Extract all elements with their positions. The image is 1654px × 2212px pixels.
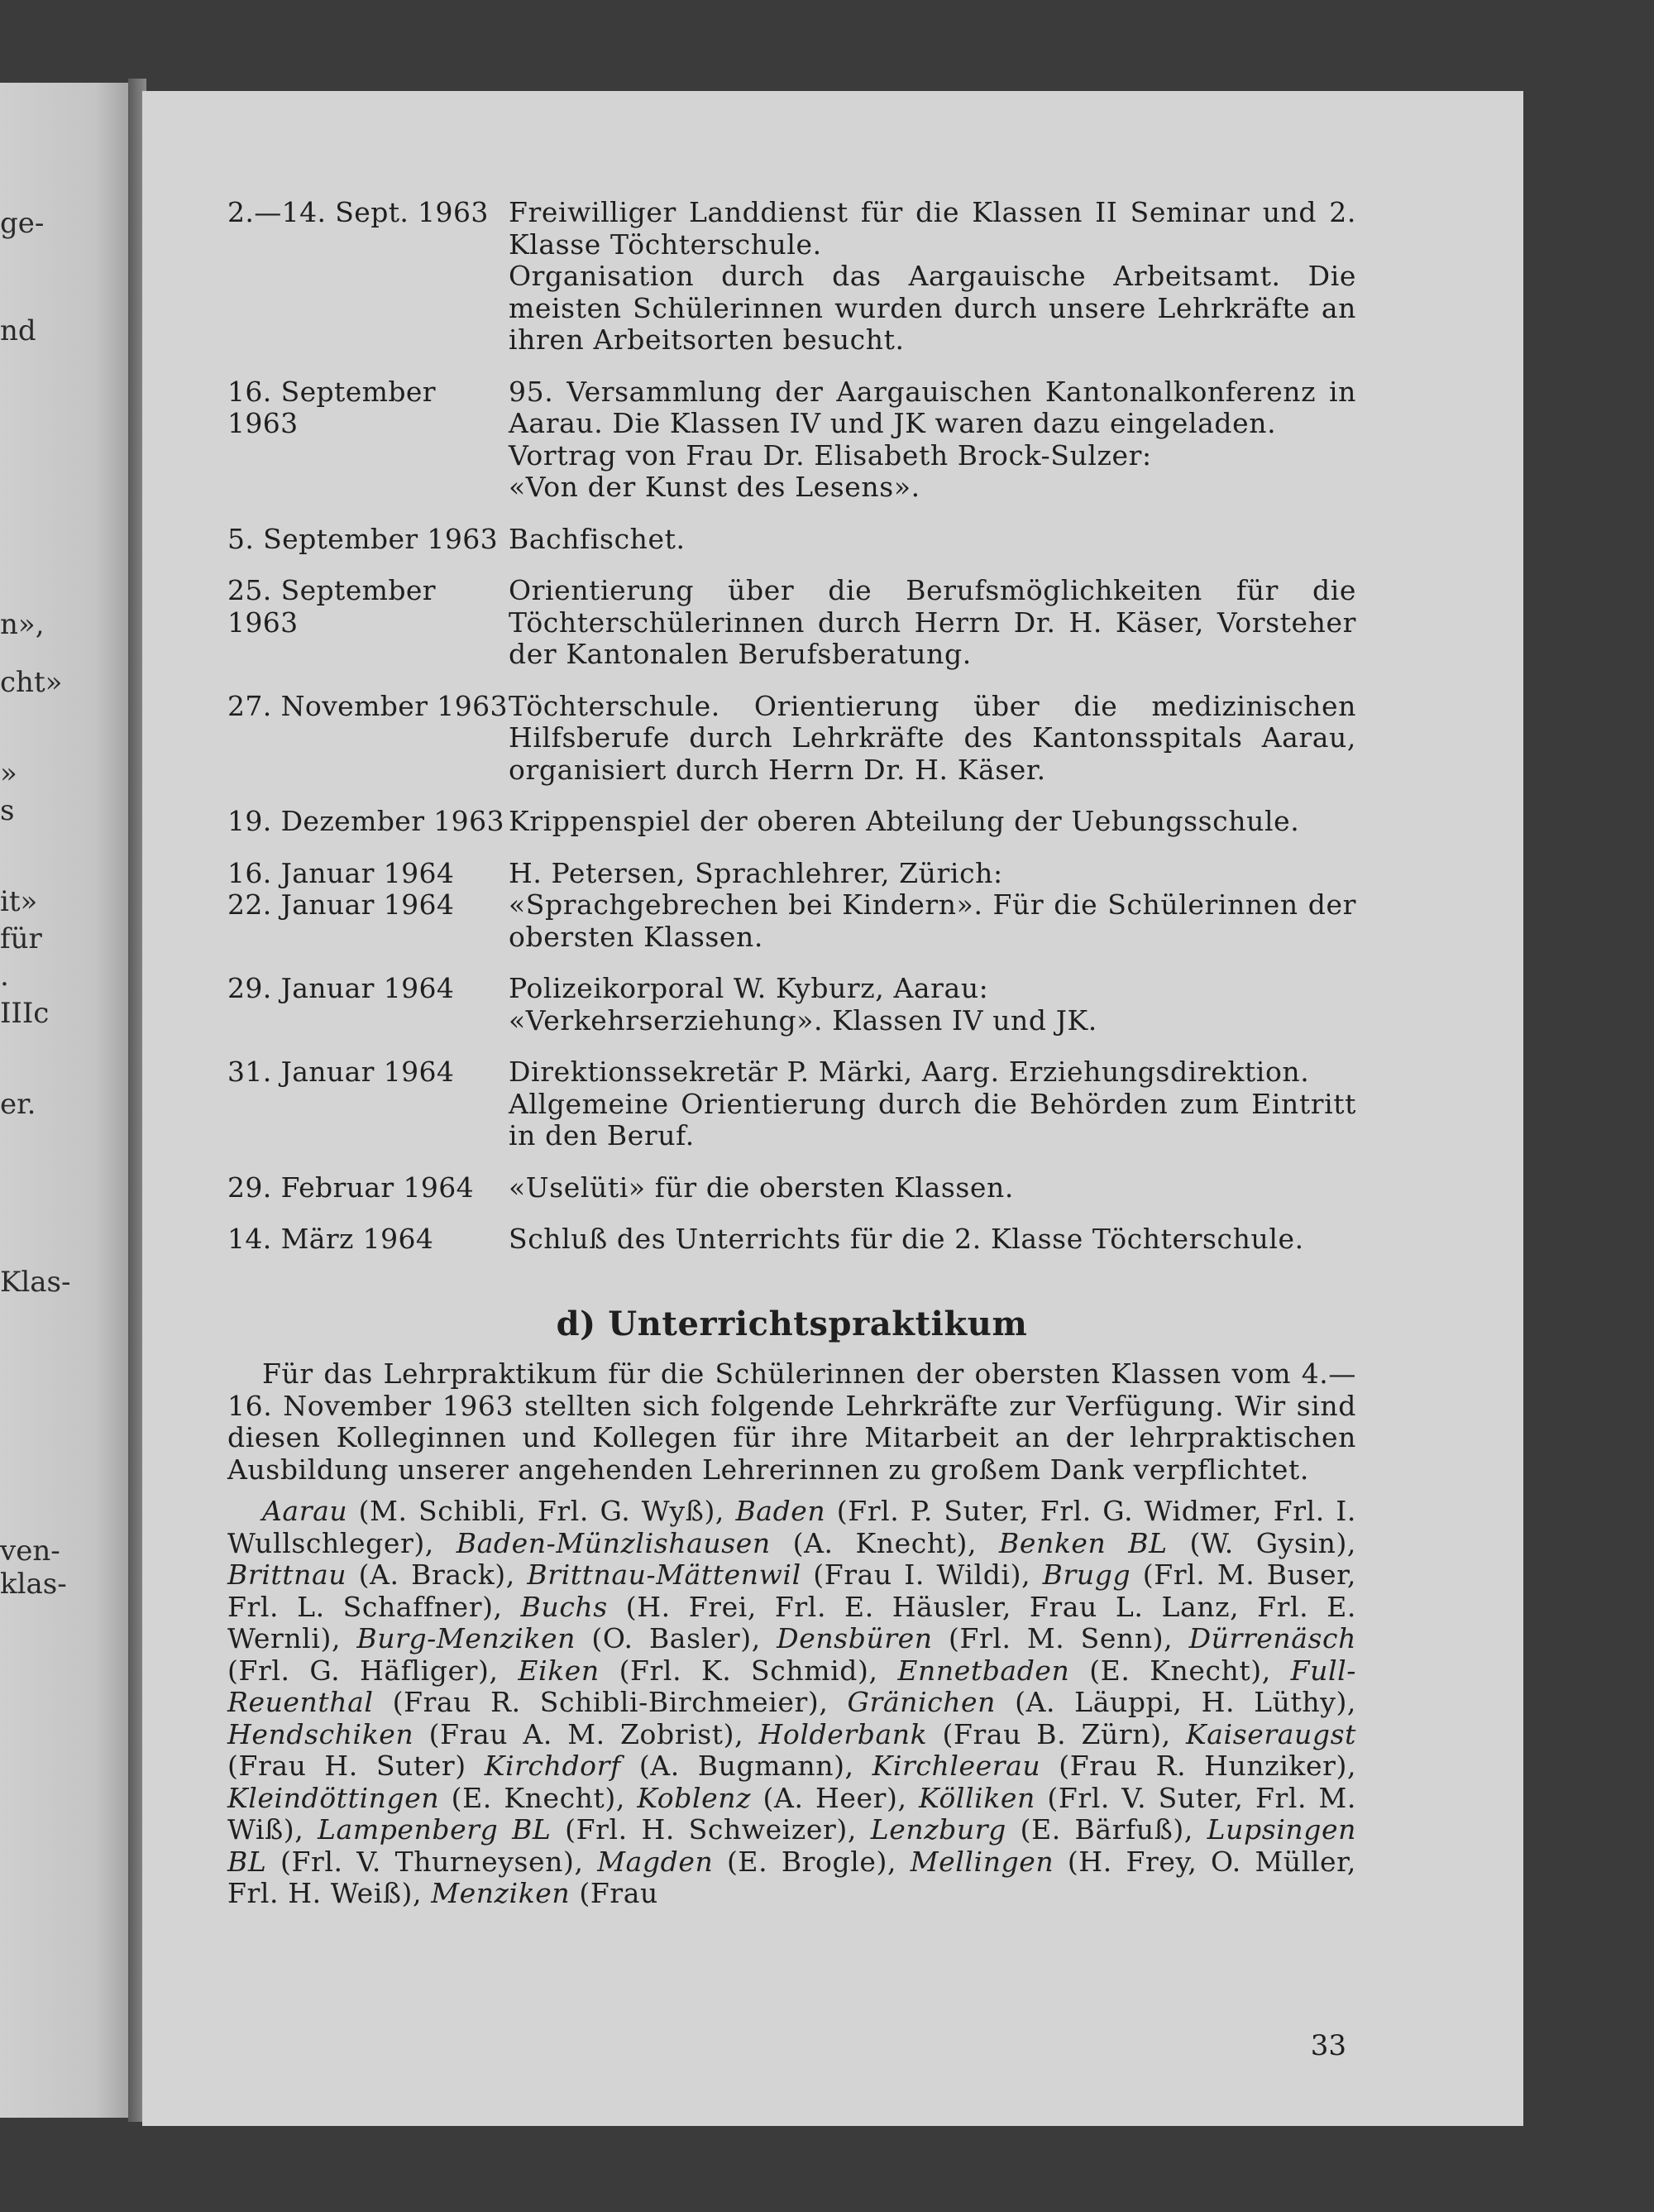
entry-date: 29. Februar 1964	[227, 1171, 475, 1204]
document-page	[142, 91, 1523, 2126]
teacher-names: (M. Schibli, Frl. G. Wyß),	[358, 1495, 725, 1527]
entry-description	[509, 858, 1356, 954]
schedule-entry	[227, 1056, 1356, 1152]
facing-page-fragment: klas-	[0, 1568, 67, 1601]
entry-date: 2.—14. Sept. 1963	[227, 196, 489, 228]
teacher-list-paragraph	[227, 1496, 1356, 1910]
entry-description	[509, 1172, 1356, 1204]
schedule-entry	[227, 858, 1356, 954]
page-content	[227, 197, 1356, 1910]
teacher-names: (Frl. M. Senn),	[948, 1622, 1174, 1654]
teacher-names: (Frl. G. Häfliger),	[227, 1654, 499, 1687]
place-name: Densbüren	[777, 1622, 933, 1654]
event-schedule	[227, 197, 1356, 1256]
schedule-entry	[227, 1172, 1356, 1204]
teacher-names: (A. Läuppi, H. Lüthy),	[1015, 1686, 1357, 1718]
entry-date: 31. Januar 1964	[227, 1056, 455, 1088]
schedule-entry	[227, 1223, 1356, 1256]
teacher-names: (Frl. V. Suter, Frl. M. Wiß),	[227, 1781, 1356, 1846]
facing-page-fragment: Klas-	[0, 1266, 71, 1299]
schedule-entry	[227, 524, 1356, 556]
teacher-names: (Frau A. M. Zobrist),	[428, 1717, 744, 1750]
entry-line: H. Petersen, Sprachlehrer, Zürich:	[509, 856, 1003, 889]
place-name: Mellingen	[910, 1845, 1054, 1878]
section-heading: d) Unterrichtspraktikum	[556, 1304, 1028, 1343]
place-name: Kölliken	[919, 1781, 1035, 1814]
entry-description	[509, 973, 1356, 1037]
schedule-entry	[227, 197, 1356, 357]
teacher-names: (Frau H. Suter)	[227, 1750, 466, 1782]
facing-page-fragment: it»	[0, 885, 38, 918]
teacher-names: (Frl. H. Schweizer),	[565, 1813, 857, 1846]
facing-page-fragment: für	[0, 922, 42, 955]
entry-description	[509, 575, 1356, 671]
entry-description	[509, 1223, 1356, 1256]
place-name: Full-Reuenthal	[227, 1654, 1357, 1718]
entry-line: Bachfischet.	[509, 522, 686, 555]
place-name: Lupsingen BL	[227, 1813, 1356, 1878]
entry-date: 19. Dezember 1963	[227, 805, 504, 837]
teacher-names: (Frau B. Zürn),	[942, 1717, 1171, 1750]
place-name: Magden	[597, 1845, 714, 1878]
facing-page-edge	[0, 83, 136, 2118]
place-name: Dürrenäsch	[1188, 1622, 1356, 1654]
entry-description	[509, 1056, 1356, 1152]
place-name: Eiken	[518, 1654, 600, 1687]
teacher-names: (Frl. P. Suter, Frl. G. Widmer, Frl. I. Wullschleger),	[227, 1495, 1356, 1559]
entry-line: Organisation durch das Aargauische Arbeitsamt. Die meisten Schülerinnen wurden durch unsere Lehrkräfte an ihren Arbeitsorten besucht.	[509, 260, 1356, 356]
entry-line: Freiwilliger Landdienst für die Klassen II Seminar und 2. Klasse Töchterschule.	[509, 196, 1356, 261]
teacher-names: (A. Heer),	[762, 1781, 907, 1814]
intro-paragraph: Für das Lehrpraktikum für die Schülerinnen der obersten Klassen vom 4.—16. November 1963 stellten sich folgende Lehrkräfte zur Verfügung. Wir sind diesen Kolleginnen und Kollegen für ihre Mitarbeit an der lehrpraktischen Ausbildung unserer angehenden Lehrerinnen zu großem Dank verpflichtet.	[227, 1357, 1356, 1486]
entry-date: 25. September 1963	[227, 574, 436, 639]
place-name: Lampenberg BL	[318, 1813, 552, 1846]
teacher-names: (Frau I. Wildi),	[813, 1558, 1031, 1591]
teacher-names: (E. Knecht),	[451, 1781, 625, 1814]
facing-page-fragment: IIIc	[0, 997, 50, 1030]
place-name: Kaiseraugst	[1186, 1717, 1357, 1750]
facing-page-fragment: s	[0, 794, 15, 827]
facing-page-fragment: nd	[0, 314, 36, 347]
entry-line: Polizeikorporal W. Kyburz, Aarau:	[509, 972, 989, 1004]
entry-date: 29. Januar 1964	[227, 972, 455, 1004]
entry-date: 27. November 1963	[227, 689, 508, 722]
facing-page-fragment: er.	[0, 1088, 36, 1121]
place-name: Brittnau-Mättenwil	[527, 1558, 801, 1591]
place-name: Menziken	[431, 1877, 571, 1909]
entry-line: Vortrag von Frau Dr. Elisabeth Brock-Sulzer:	[509, 438, 1152, 472]
facing-page-fragment: »	[0, 757, 17, 790]
teacher-names: (H. Frey, O. Müller, Frl. H. Weiß),	[227, 1845, 1356, 1909]
place-name: Benken BL	[999, 1526, 1168, 1559]
entry-line: Allgemeine Orientierung durch die Behörden zum Eintritt in den Beruf.	[509, 1087, 1356, 1151]
place-name: Kirchdorf	[484, 1750, 621, 1782]
teacher-names: (O. Basler),	[591, 1622, 761, 1654]
teacher-names: (A. Knecht),	[792, 1526, 978, 1559]
place-name: Baden	[735, 1495, 826, 1527]
teacher-names: (E. Bärfuß),	[1020, 1813, 1193, 1846]
entry-line: Orientierung über die Berufsmöglichkeiten für die Töchterschülerinnen durch Herrn Dr. H. Käser, Vorsteher der Kantonalen Berufsberatung.	[509, 574, 1356, 670]
entry-description	[509, 524, 1356, 556]
teacher-names: (Frl. M. Buser, Frl. L. Schaffner),	[227, 1558, 1357, 1623]
place-name: Burg-Menziken	[356, 1622, 576, 1654]
place-name: Hendschiken	[227, 1717, 414, 1750]
entry-description	[509, 691, 1356, 787]
schedule-entry	[227, 806, 1356, 838]
place-name: Brugg	[1042, 1558, 1131, 1591]
teacher-names: (Frau R. Hunziker),	[1059, 1750, 1357, 1782]
teacher-names: (E. Knecht),	[1089, 1654, 1271, 1687]
place-name: Kleindöttingen	[227, 1781, 440, 1814]
schedule-entry	[227, 376, 1356, 504]
teacher-names: (A. Brack),	[358, 1558, 515, 1591]
schedule-entry	[227, 575, 1356, 671]
entry-description	[509, 197, 1356, 357]
teacher-names: (H. Frei, Frl. E. Häusler, Frau L. Lanz, Frl. E. Wernli),	[227, 1590, 1357, 1654]
entry-description	[509, 376, 1356, 504]
page-number: 33	[1310, 2029, 1346, 2062]
entry-line: «Uselüti» für die obersten Klassen.	[509, 1171, 1014, 1204]
place-name: Holderbank	[758, 1717, 928, 1750]
facing-page-fragment: .	[0, 960, 9, 993]
teacher-names: (W. Gysin),	[1189, 1526, 1357, 1559]
entry-line: Schluß des Unterrichts für die 2. Klasse Töchterschule.	[509, 1223, 1304, 1255]
place-name: Brittnau	[227, 1558, 347, 1591]
place-name: Aarau	[262, 1495, 348, 1527]
entry-line: «Von der Kunst des Lesens».	[509, 471, 920, 503]
place-name: Buchs	[520, 1590, 608, 1623]
place-name: Gränichen	[847, 1686, 997, 1718]
teacher-names: (Frl. V. Thurneysen),	[280, 1845, 584, 1878]
entry-date: 16. Januar 1964 22. Januar 1964	[227, 856, 455, 921]
entry-line: «Verkehrserziehung». Klassen IV und JK.	[509, 1003, 1097, 1037]
entry-date: 14. März 1964	[227, 1223, 434, 1255]
facing-page-fragment: ge-	[0, 207, 45, 240]
teacher-names: (A. Bugmann),	[638, 1750, 854, 1782]
facing-page-fragment: n»,	[0, 608, 45, 641]
place-name: Koblenz	[637, 1781, 752, 1814]
entry-line: Direktionssekretär P. Märki, Aarg. Erziehungsdirektion.	[509, 1056, 1310, 1088]
entry-description	[509, 806, 1356, 838]
teacher-names: (Frau	[579, 1877, 658, 1909]
entry-line: 95. Versammlung der Aargauischen Kantonalkonferenz in Aarau. Die Klassen IV und JK waren dazu eingeladen.	[509, 375, 1356, 439]
entry-line: Töchterschule. Orientierung über die medizinischen Hilfsberufe durch Lehrkräfte des Kantonsspitals Aarau, organisiert durch Herrn Dr. H. Käser.	[509, 689, 1356, 786]
facing-page-fragment: ven-	[0, 1535, 60, 1568]
place-name: Ennetbaden	[897, 1654, 1070, 1687]
entry-date: 16. September 1963	[227, 375, 436, 439]
entry-line: «Sprachgebrechen bei Kindern». Für die Schülerinnen der obersten Klassen.	[509, 888, 1356, 953]
facing-page-fragment: cht»	[0, 666, 63, 699]
schedule-entry	[227, 973, 1356, 1037]
entry-date: 5. September 1963	[227, 522, 499, 555]
teacher-names: (Frl. K. Schmid),	[619, 1654, 878, 1687]
teacher-names: (E. Brogle),	[726, 1845, 897, 1878]
place-name: Baden-Münzlishausen	[456, 1526, 771, 1559]
entry-line: Krippenspiel der oberen Abteilung der Uebungsschule.	[509, 805, 1300, 837]
teacher-names: (Frau R. Schibli-Birchmeier),	[392, 1686, 829, 1718]
place-name: Lenzburg	[870, 1813, 1006, 1846]
place-name: Kirchleerau	[872, 1750, 1041, 1782]
schedule-entry	[227, 691, 1356, 787]
